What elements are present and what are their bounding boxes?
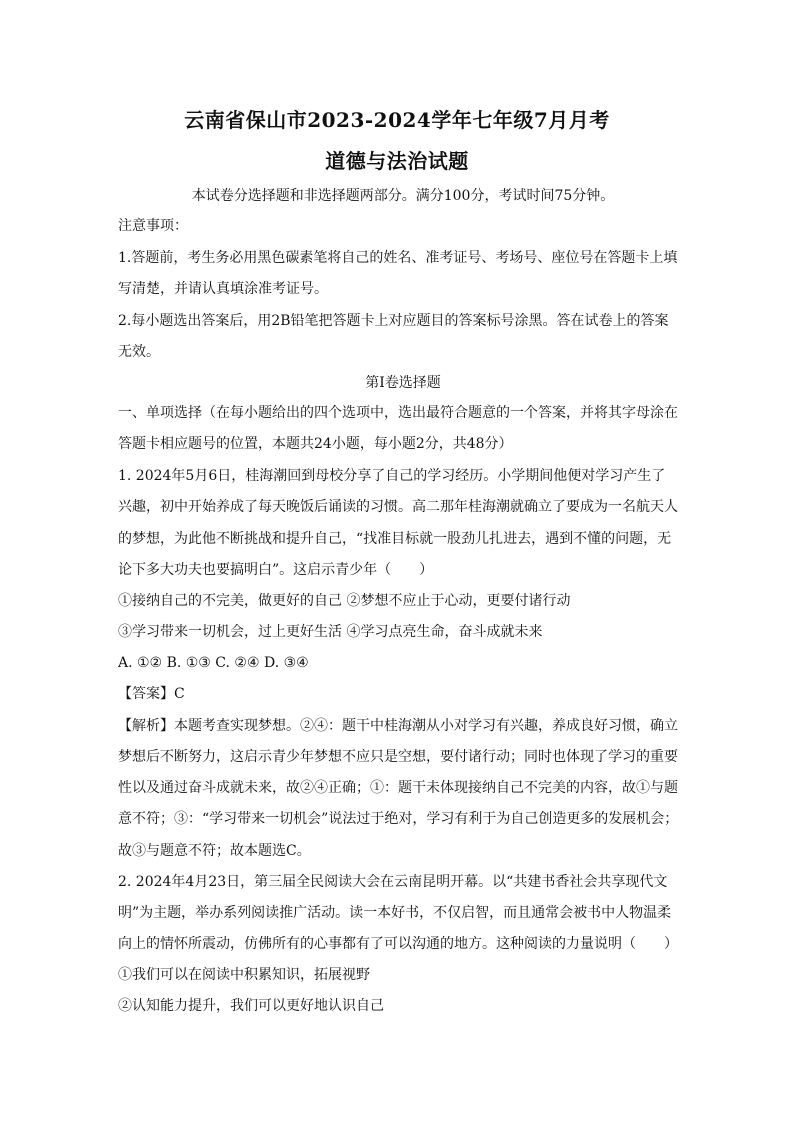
q2-stem-line1: 2. 2024年4月23日，第三届全民阅读大会在云南昆明开幕。以“共建书香社会共享现代文: [118, 874, 668, 890]
q1-stem-line2: 兴趣，初中开始养成了每天晚饭后诵读的习惯。高二那年桂海潮就确立了要成为一名航天人: [118, 499, 678, 515]
part-instructions-line1: 一、单项选择（在每小题给出的四个选项中，选出最符合题意的一个答案，并将其字母涂在: [118, 405, 678, 421]
exam-subtitle: 道德与法治试题: [325, 149, 469, 173]
q1-answer: 【答案】C: [118, 686, 185, 702]
q1-choices: A. ①② B. ①③ C. ②④ D. ③④: [118, 655, 309, 671]
q2-option-2: ②认知能力提升，我们可以更好地认识自己: [118, 998, 384, 1014]
q1-analysis-line3: 性以及通过奋斗成就未来，故②④正确；①：题干未体现接纳自己不完美的内容，故①与题: [118, 780, 678, 796]
notice-2-line1: 2.每小题选出答案后，用2B铅笔把答题卡上对应题目的答案标号涂黑。答在试卷上的答案: [118, 313, 669, 329]
q1-analysis-line5: 故③与题意不符；故本题选C。: [118, 843, 311, 859]
q2-option-1: ①我们可以在阅读中积累知识，拓展视野: [118, 967, 370, 983]
q1-stem-line1: 1. 2024年5月6日，桂海潮回到母校分享了自己的学习经历。小学期间他便对学习产生了: [118, 468, 666, 484]
notice-1-line1: 1.答题前，考生务必用黑色碳素笔将自己的姓名、准考证号、考场号、座位号在答题卡上填: [118, 250, 678, 266]
section-title: 第Ⅰ卷选择题: [365, 375, 441, 391]
notice-1-line2: 写清楚，并请认真填涂准考证号。: [118, 281, 328, 297]
notice-2-line2: 无效。: [118, 344, 160, 360]
q1-options-line1: ①接纳自己的不完美，做更好的自己 ②梦想不应止于心动，更要付诸行动: [118, 593, 571, 609]
q1-options-line2: ③学习带来一切机会，过上更好生活 ④学习点亮生命，奋斗成就未来: [118, 624, 543, 640]
part-instructions-line2: 答题卡相应题号的位置，本题共24小题，每小题2分，共48分）: [118, 436, 513, 452]
exam-summary: 本试卷分选择题和非选择题两部分。满分100分，考试时间75分钟。: [191, 188, 615, 204]
q1-analysis-line1: 【解析】本题考查实现梦想。②④：题干中桂海潮从小对学习有兴趣，养成良好习惯，确立: [118, 718, 678, 734]
q1-analysis-line2: 梦想后不断努力，这启示青少年梦想不应只是空想，要付诸行动；同时也体现了学习的重要: [118, 749, 678, 765]
exam-title: 云南省保山市2023-2024学年七年级7月月考: [184, 108, 610, 132]
q2-stem-line2: 明”为主题，举办系列阅读推广活动。读一本好书，不仅启智，而且通常会被书中人物温柔: [118, 905, 672, 921]
q1-stem-line4: 论下多大功夫也要搞明白”。这启示青少年（ ）: [118, 562, 434, 578]
q1-analysis-line4: 意不符；③：“学习带来一切机会”说法过于绝对，学习有利于为自己创造更多的发展机会；: [118, 811, 679, 827]
q2-stem-line3: 向上的情怀所震动，仿佛所有的心事都有了可以沟通的地方。这种阅读的力量说明（ ）: [118, 936, 678, 952]
q1-stem-line3: 的梦想，为此他不断挑战和提升自己，“找准目标就一股劲儿扎进去，遇到不懂的问题，无: [118, 531, 672, 547]
notice-heading: 注意事项：: [118, 218, 188, 234]
